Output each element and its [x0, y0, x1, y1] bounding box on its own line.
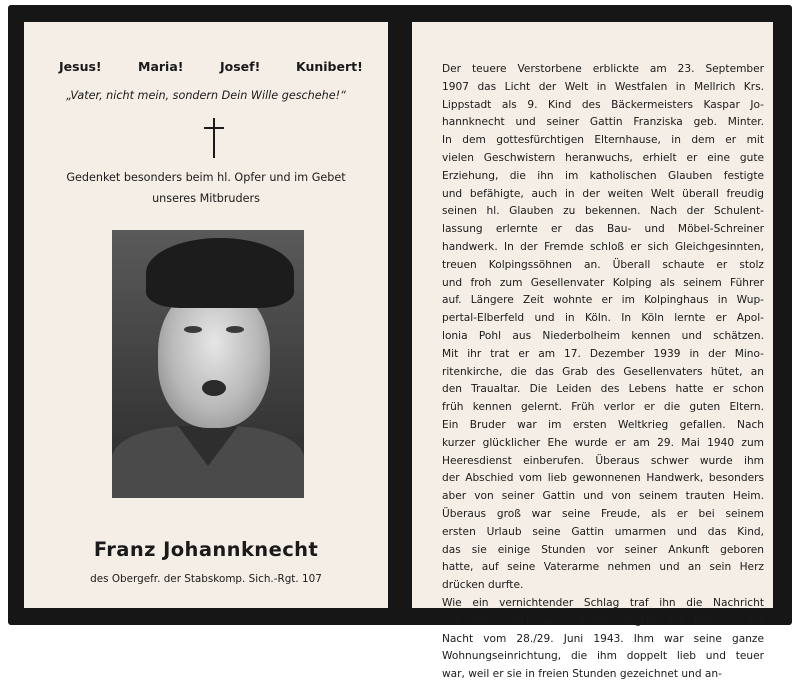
- biography-line: Lippstadt als 9. Kind des Bäckermeisters Kaspar Jo-: [442, 98, 764, 111]
- invocation-josef: Josef!: [220, 59, 261, 74]
- biography-line: Ein Bruder war im ersten Weltkrieg gefallen. Nach: [442, 418, 764, 431]
- biography-line: den Traualtar. Die Leiden des Lebens hatte er schon: [442, 383, 764, 396]
- biography-text: [442, 61, 764, 684]
- left-page: [24, 22, 388, 608]
- biography-line: Überaus groß war seine Freude, als er bei seinem: [442, 507, 764, 520]
- biography-line: das sie einige Stunden vor seiner Ankunft geboren: [442, 543, 764, 556]
- invocation-kunibert: Kunibert!: [296, 59, 363, 74]
- invocation-names: [24, 59, 388, 79]
- invocation-maria: Maria!: [138, 59, 184, 74]
- biography-line: Heeresdienst einberufen. Überaus schwer wurde ihm: [442, 454, 764, 467]
- biography-line: früh kennen gelernt. Früh verlor er die guten Eltern.: [442, 401, 764, 414]
- biography-line: treuen Kolpingssöhnen an. Überall schaute er stolz: [442, 258, 764, 271]
- rank-unit: des Obergefr. der Stabskomp. Sich.-Rgt. 107: [90, 573, 322, 585]
- biography-line: Nacht vom 28./29. Juni 1943. Ihm war seine ganze: [442, 632, 764, 645]
- biography-line: hannknecht und seiner Gattin Franziska geb. Minter.: [442, 116, 764, 129]
- invocation-jesus: Jesus!: [59, 59, 102, 74]
- commemoration-text: [24, 167, 388, 209]
- quote: „Vater, nicht mein, sondern Dein Wille geschehe!“: [66, 89, 346, 102]
- biography-line: ersten Urlaub seine Gattin umarmen und das Kind,: [442, 525, 764, 538]
- right-page: [412, 22, 773, 681]
- biography-line: und befähigte, auch in der weiten Welt überall freudig: [442, 187, 764, 200]
- biography-line: auf. Längere Zeit wohnte er im Kolpinghaus in Wup-: [442, 294, 764, 307]
- portrait-photo: [112, 230, 304, 498]
- biography-line: Der teuere Verstorbene erblickte am 23. September: [442, 63, 764, 75]
- biography-line: von dem furchtbaren Bombenangriff auf Köln in der: [442, 614, 764, 627]
- biography-line: Wohnungseinrichtung, die ihm doppelt lieb und teuer: [442, 650, 764, 663]
- biography-line: ritenkirche, die das Grab des Gesellenvaters hütet, an: [442, 365, 764, 378]
- biography-line: der Abschied vom lieb gewonnenen Handwerk, besonders: [442, 472, 764, 485]
- biography-line: war, weil er sie in freien Stunden gezeichnet und an-: [442, 668, 722, 681]
- biography-line: 1907 das Licht der Welt in Westfalen in Mellrich Krs.: [442, 80, 764, 93]
- commemoration-line-1: Gedenket besonders beim hl. Opfer und im Gebet: [66, 171, 346, 184]
- biography-line: drücken durfte.: [442, 579, 524, 592]
- biography-line: kurzer glücklicher Ehe wurde er am 29. Mai 1940 zum: [442, 436, 764, 449]
- cross-icon: [200, 118, 228, 158]
- biography-line: lonia Pohl aus Niederbolheim kennen und schätzen.: [442, 329, 764, 342]
- biography-line: handwerk. In der Fremde schloß er sich Gleichgesinnten,: [442, 240, 764, 253]
- biography-line: seinen hl. Glauben zu bekennen. Nach der Schulent-: [442, 205, 764, 218]
- biography-line: In dem gottesfürchtigen Elternhause, in dem er mit: [442, 134, 764, 147]
- biography-line: hatte, auf seine Vaterarme nehmen und an sein Herz: [442, 561, 764, 574]
- commemoration-line-2: unseres Mitbruders: [152, 192, 260, 205]
- biography-line: aber von seiner Gattin und von seinem trauten Heim.: [442, 490, 764, 503]
- biography-line: Mit ihr trat er am 17. Dezember 1939 in der Mino-: [442, 347, 764, 360]
- biography-line: und froh zum Gesellenvater Kolping als seinem Führer: [442, 276, 764, 289]
- biography-line: pertal-Elberfeld und in Köln. In Köln lernte er Apol-: [442, 312, 764, 325]
- biography-line: Erziehung, die ihn im katholischen Glauben festigte: [442, 169, 764, 182]
- biography-line: Wie ein vernichtender Schlag traf ihn die Nachricht: [442, 596, 764, 609]
- biography-line: lassung erlernte er das Bau- und Möbel-Schreiner: [442, 223, 764, 236]
- deceased-name: Franz Johannknecht: [93, 538, 319, 561]
- biography-line: vielen Geschwistern heranwuchs, erhielt er eine gute: [442, 151, 764, 164]
